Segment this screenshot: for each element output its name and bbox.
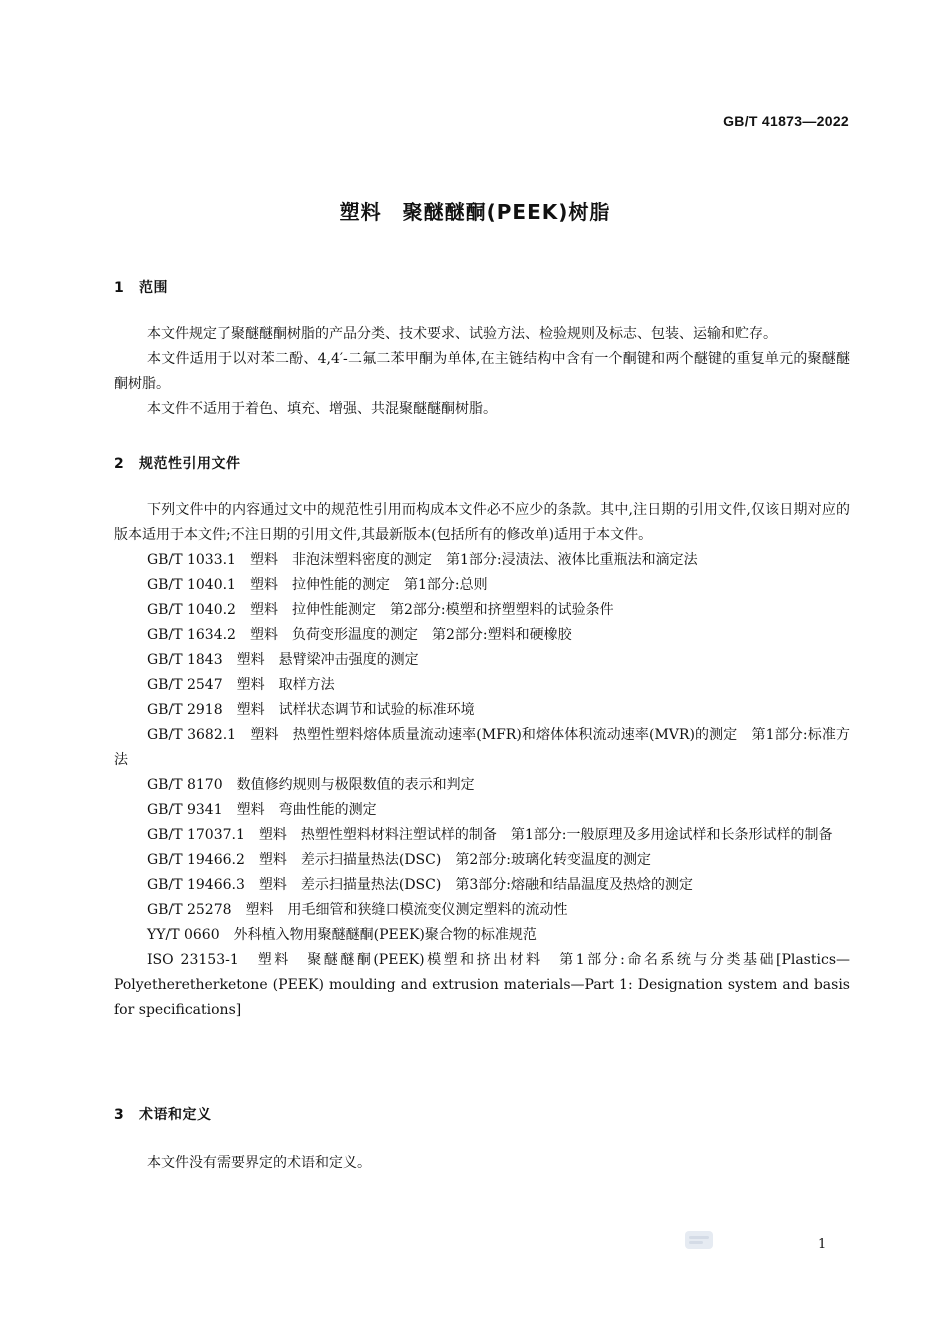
paragraph: 本文件适用于以对苯二酚、4,4′-二氟二苯甲酮为单体,在主链结构中含有一个酮键和两个醚键的重复单元的聚醚醚酮树脂。 [114, 351, 850, 392]
section-title: 术语和定义 [139, 1107, 212, 1123]
scope-body [114, 322, 850, 422]
section-heading-scope [114, 277, 168, 297]
reference-item: GB/T 17037.1 塑料 热塑性塑料材料注塑试样的制备 第1部分:一般原理及多用途试样和长条形试样的制备 [147, 827, 833, 843]
section-title: 范围 [139, 280, 168, 296]
page-number: 1 [818, 1237, 827, 1252]
reference-item: GB/T 1040.1 塑料 拉伸性能的测定 第1部分:总则 [147, 577, 488, 593]
reference-item: GB/T 8170 数值修约规则与极限数值的表示和判定 [147, 777, 475, 793]
section-number: 1 [114, 280, 125, 296]
reference-item: GB/T 2918 塑料 试样状态调节和试验的标准环境 [147, 702, 475, 718]
terms-body [114, 1151, 850, 1176]
reference-item: GB/T 19466.3 塑料 差示扫描量热法(DSC) 第3部分:熔融和结晶温度及热焓的测定 [147, 877, 693, 893]
section-title: 规范性引用文件 [139, 456, 241, 472]
paragraph: 下列文件中的内容通过文中的规范性引用而构成本文件必不应少的条款。其中,注日期的引用文件,仅该日期对应的版本适用于本文件;不注日期的引用文件,其最新版本(包括所有的修改单)适用于本文件。 [114, 502, 850, 543]
reference-item: GB/T 2547 塑料 取样方法 [147, 677, 335, 693]
reference-item: ISO 23153-1 塑料 聚醚醚酮(PEEK)模塑和挤出材料 第1部分:命名系统与分类基础[Plastics—Polyetheretherketone (PEEK) moulding and extrusion materials—Part 1: Designation system and basis for specifications] [114, 952, 855, 1018]
sac-logo-icon [684, 1229, 714, 1251]
reference-item: GB/T 9341 塑料 弯曲性能的测定 [147, 802, 377, 818]
reference-item: GB/T 1843 塑料 悬臂梁冲击强度的测定 [147, 652, 419, 668]
reference-item: GB/T 3682.1 塑料 热塑性塑料熔体质量流动速率(MFR)和熔体体积流动速率(MVR)的测定 第1部分:标准方法 [114, 727, 850, 768]
reference-item: YY/T 0660 外科植入物用聚醚醚酮(PEEK)聚合物的标准规范 [147, 927, 537, 943]
section-number: 3 [114, 1107, 125, 1123]
reference-item: GB/T 1033.1 塑料 非泡沫塑料密度的测定 第1部分:浸渍法、液体比重瓶法和滴定法 [147, 552, 698, 568]
paragraph: 本文件没有需要界定的术语和定义。 [147, 1155, 371, 1171]
reference-item: GB/T 1040.2 塑料 拉伸性能测定 第2部分:模塑和挤塑塑料的试验条件 [147, 602, 614, 618]
reference-item: GB/T 25278 塑料 用毛细管和狭缝口模流变仪测定塑料的流动性 [147, 902, 568, 918]
paragraph: 本文件规定了聚醚醚酮树脂的产品分类、技术要求、试验方法、检验规则及标志、包装、运输和贮存。 [147, 326, 777, 342]
document-title: 塑料 聚醚醚酮(PEEK)树脂 [339, 200, 611, 224]
normative-references-body [114, 498, 855, 1023]
reference-item: GB/T 1634.2 塑料 负荷变形温度的测定 第2部分:塑料和硬橡胶 [147, 627, 572, 643]
standard-code: GB/T 41873—2022 [723, 113, 849, 129]
paragraph: 本文件不适用于着色、填充、增强、共混聚醚醚酮树脂。 [147, 401, 497, 417]
section-heading-normative-references [114, 453, 241, 473]
section-number: 2 [114, 456, 125, 472]
section-heading-terms [114, 1104, 212, 1124]
reference-item: GB/T 19466.2 塑料 差示扫描量热法(DSC) 第2部分:玻璃化转变温度的测定 [147, 852, 651, 868]
